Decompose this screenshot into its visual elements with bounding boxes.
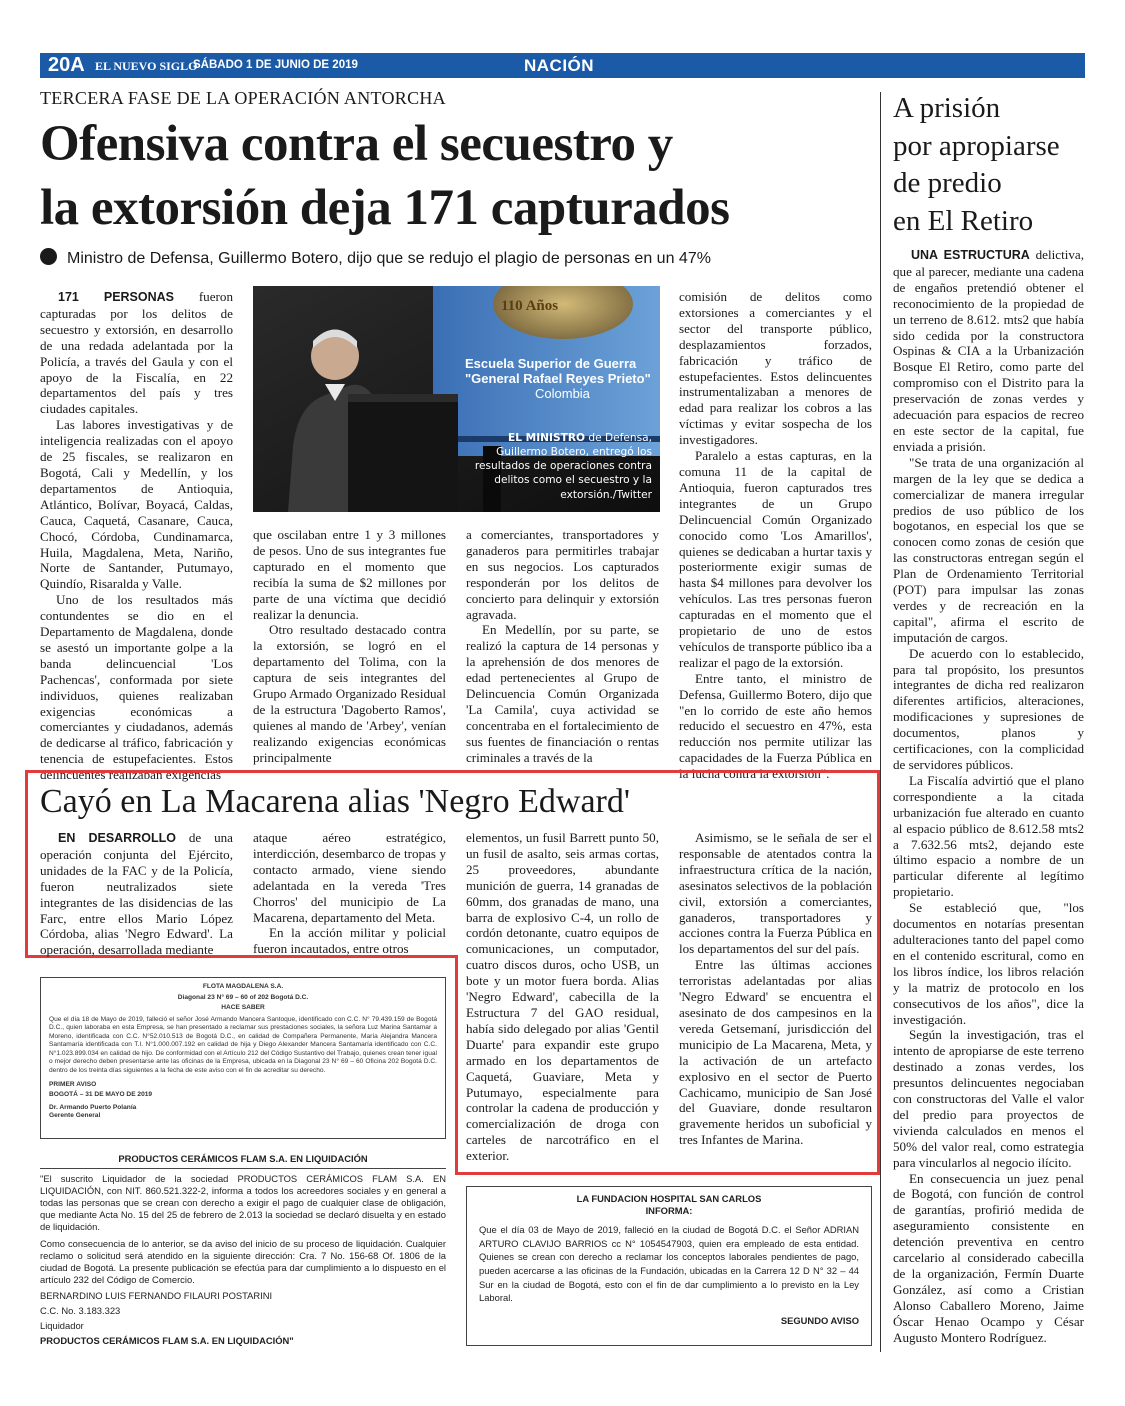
notice-date: BOGOTÁ – 31 DE MAYO DE 2019	[49, 1091, 153, 1099]
notice-role: Gerente General	[49, 1111, 101, 1119]
paragraph: a comerciantes, transportadores y ganaderos para permitirles trabajar en sus negocios. Los capturados responderán por los delitos de concierto para delinquir y extorsión agravada.	[466, 527, 659, 622]
newspaper-name: EL NUEVO SIGLO	[95, 59, 198, 73]
paragraph: que oscilaban entre 1 y 3 millones de pesos. Uno de sus integrantes fue capturado en el momento que recibía la suma de $2 millones por parte de una víctima que decidió realizar la denuncia.	[253, 527, 446, 622]
second-story-headline: Cayó en La Macarena alias 'Negro Edward'	[40, 783, 630, 820]
second-story-column-3	[466, 830, 659, 1164]
photo-banner-text	[465, 356, 660, 401]
kicker: TERCERA FASE DE LA OPERACIÓN ANTORCHA	[40, 88, 446, 108]
lead-in: EN DESARROLLO	[58, 831, 176, 845]
notice-role: Liquidador	[40, 1320, 84, 1332]
paragraph: Entre las últimas acciones terroristas adelantadas por alias 'Negro Edward' se encuentra el asesinato de dos campesinos en la vereda Getsemaní, jurisdicción del municipio de La Macarena, Meta, y la activación de un artefacto explosivo en el sector de Puerto Cachicamo, municipio de San José del Guaviare, donde resultaron gravemente heridos un suboficial y tres Infantes de Marina.	[679, 957, 872, 1148]
bullet-icon	[40, 248, 57, 265]
paragraph: elementos, un fusil Barrett punto 50, un fusil de asalto, seis armas cortas, 25 proveedores, abundante munición de guerra, 14 granadas de 60mm, dos granadas de mano, una barra de explosivo C-4, un rollo de cordón detonante, cuatro equipos de comunicaciones, un computador, cuatro discos duros, ocho USB, un bote y un motor fuera borda. Alias 'Negro Edward', cabecilla de la Estructura 7 del GAO residual, había sido delegado por alias 'Gentil Duarte' para expandir este grupo armado en los departamentos de Caquetá, Guaviare, Meta y Putumayo, especialmente para controlar la cadena de producción y comercialización de droga con carteles de narcotráfico en el exterior.	[466, 830, 659, 1164]
legal-notice-flam	[40, 1153, 446, 1347]
paragraph: ataque aéreo estratégico, interdicción, desembarco de tropas y contacto armado, viene siendo adelantada en la vereda 'Tres Chorros' del municipio de La Macarena, departamento del Meta.	[253, 830, 446, 925]
notice-title: PRODUCTOS CERÁMICOS FLAM S.A. EN LIQUIDACIÓN	[40, 1153, 446, 1169]
lead-in: UNA ESTRUCTURA	[911, 248, 1030, 262]
notice-signer: Dr. Armando Puerto Polanía	[49, 1103, 137, 1111]
paragraph: "Se trata de una organización al margen de la ley que se dedica a comercializar de manera irregular predios de uso público de los bogotanos, en especial los que se conocen como zonas de cesión que las constructoras entregan según el Plan de Ordenamiento Territorial (POT) para impulsar las zonas verdes y de recreación en la capital", afirma el escrito de imputación de cargos.	[893, 454, 1084, 645]
paragraph-text: delictiva, que al parecer, mediante una cadena de engaños pretendió obtener el reconocimiento de la propiedad de un terreno de 8.612. mts2 que había sido cedida por la constructora Ospinas & CIA a la Urbanización Bosque El Retiro, como parte del compromiso con el Distrito para la preservación de zonas verdes y adecuación para espacios de recreo en este sector de la capital, fue enviada a prisión.	[893, 247, 1084, 454]
article-photo	[253, 286, 660, 512]
sidebar-headline-line: por apropiarse	[893, 129, 1060, 162]
subheadline-text: Ministro de Defensa, Guillermo Botero, dijo que se redujo el plagio de personas en un 47%	[67, 250, 711, 267]
paragraph-text: fueron capturadas por los delitos de secuestro y extorsión, en desarrollo de una redada adelantada por la Policía, a través del Gaula y con el apoyo de la Fiscalía, en 22 departamentos del país y tres ciudades capitales.	[40, 289, 233, 417]
paragraph: Uno de los resultados más contundentes se dio en el Departamento de Magdalena, donde se asestó un importante golpe a la banda delincuencial 'Los Pachencas', conformada por siete individuos, quienes realizaban exigencias económicas a comerciantes y ciudadanos, además de dedicarse al tráfico, fabricación y tenencia de estupefacientes. Estos delincuentes realizaban exigencias	[40, 592, 233, 783]
legal-notice-flota-magdalena	[40, 977, 446, 1139]
notice-aviso: PRIMER AVISO	[49, 1080, 97, 1088]
paragraph: La Fiscalía advirtió que el plano correspondiente a la citada urbanización fue alterado en cuanto al espacio público de 8.612.58 mts2 a 7.632.56 mts2, dejando este último espacio a nombre de un particular diferente al legítimo propietario.	[893, 772, 1084, 900]
paragraph: Paralelo a estas capturas, en la comuna 11 de la capital de Antioquia, fueron capturados tres integrantes de un Grupo Delincuencial Común Organizado conocido como 'Los Amarillos', quienes se dedicaban a hurtar taxis y posteriormente exigir sumas de hasta $4 millones para devolver los vehículos. Las tres personas fueron capturadas en el momento que el propietario de uno de estos vehículos de transporte público iba a realizar el pago de la extorsión.	[679, 448, 872, 670]
article-column-4	[679, 289, 872, 782]
paragraph: comisión de delitos como extorsiones a comerciantes y el sector del transporte público, desplazamientos forzados, fabricación y tráfico de estupefacientes. Estos delincuentes instrumentalizaban a menores de edad para realizar los cobros a las víctimas y evitar sospecha de los investigadores.	[679, 289, 872, 448]
lead-in: 171 PERSONAS	[58, 290, 175, 304]
notice-paragraph: "El suscrito Liquidador de la sociedad PRODUCTOS CERÁMICOS FLAM S.A. EN LIQUIDACIÓN, con NIT. 860.521.322-2, informa a todos los acreedores sociales y en general a todas las personas que se crean con derecho a exigir el pago de cualquier clase de obligación, que mediante Acta No. 15 del 25 de febrero de 2.013 la sociedad se declaró disuelta y en estado de liquidación.	[40, 1173, 446, 1233]
notice-id: C.C. No. 3.183.323	[40, 1305, 121, 1317]
notice-signer: BERNARDINO LUIS FERNANDO FILAURI POSTARINI	[40, 1289, 273, 1301]
sidebar-article	[893, 247, 1084, 1346]
paragraph-text: de una operación conjunta del Ejército, unidades de la FAC y de la Policía, fueron neutralizados siete integrantes de las disidencias de las Farc, entre ellos Mario López Córdoba, alias 'Negro Edward'. La operación, desarrollada mediante	[40, 830, 233, 958]
notice-title: LA FUNDACION HOSPITAL SAN CARLOS	[576, 1193, 762, 1204]
notice-heading: HACE SABER	[221, 1004, 265, 1011]
issue-date: SÁBADO 1 DE JUNIO DE 2019	[193, 59, 358, 71]
sidebar-headline-line: A prisión	[893, 92, 1001, 124]
article-column-2	[253, 527, 446, 766]
second-story-column-2	[253, 830, 446, 957]
sidebar-headline-line: en El Retiro	[893, 204, 1034, 237]
paragraph: En la acción militar y policial fueron incautados, entre otros	[253, 925, 446, 957]
notice-subtitle: INFORMA:	[645, 1205, 693, 1217]
paragraph	[40, 830, 233, 958]
paragraph: Las labores investigativas y de inteligencia realizadas con el apoyo de 25 fiscales, se realizaron en Bogotá, Cali y Medellín, y los departamentos de Antioquia, Atlántico, Bolívar, Boyacá, Caldas, Cauca, Caquetá, Casanare, Cauca, Chocó, Córdoba, Cundinamarca, Huila, Magdalena, Meta, Nariño, Norte de Santander, Putumayo, Quindío, Risaralda y Valle.	[40, 417, 233, 592]
paragraph: Otro resultado destacado contra la extorsión, se logró en el departamento del Tolima, con la captura de seis integrantes del Grupo Armado Organizado Residual de la estructura 'Dagoberto Ramos', quienes al mando de 'Arbey', venían realizando exigencias económicas principalmente	[253, 622, 446, 765]
second-story-column-4	[679, 830, 872, 1148]
headline-line-1: Ofensiva contra el secuestro y	[40, 116, 673, 172]
notice-body: Que el día 03 de Mayo de 2019, falleció en la ciudad de Bogotá D.C. el Señor ADRIAN ARTURO CLAVIJO BARRIOS cc N° 1054547903, quien era empleado de esta entidad. Quienes se crean con derecho a reclamar los conceptos laborales pendientes de pago, pueden acercarse a las oficinas de la Fundación, ubicadas en la Carrera 12 D N° 32 – 44 Sur en la ciudad de Bogotá, esto con el fin de dar cumplimiento a lo previsto en la Ley Laboral.	[479, 1224, 859, 1304]
headline-line-2: la extorsión deja 171 capturados	[40, 180, 730, 236]
photo-banner-line: Colombia	[535, 386, 590, 401]
subheadline	[40, 248, 870, 268]
sidebar-divider	[880, 92, 881, 1352]
notice-aviso: SEGUNDO AVISO	[780, 1314, 859, 1326]
paragraph	[40, 289, 233, 417]
photo-banner-line: "General Rafael Reyes Prieto"	[465, 371, 651, 386]
caption-text: de Defensa, Guillermo Botero, entregó los resultados de operaciones contra delitos como el secuestro y la extorsión./Twitter	[474, 431, 652, 501]
paragraph	[893, 247, 1084, 455]
paragraph: En Medellín, por su parte, se realizó la captura de 14 personas y la aprehensión de dos menores de edad pertenecientes al Grupo de Delincuencia Común Organizada 'La Camila', cuya actividad se concentraba en el fortalecimiento de sus fuentes de financiación o rentas criminales a través de la	[466, 622, 659, 765]
photo-banner-line: Escuela Superior de Guerra	[465, 356, 637, 371]
paragraph: En consecuencia un juez penal de Bogotá, con función de control de garantías, profirió medida de aseguramiento consistente en detención preventiva en centro carcelario al considerado cabecilla de la organización, Fermín Duarte González, así como a Cristian Alonso Caballero Moreno, Jaime Óscar Henao Ocampo y César Augusto Montero Rodríguez.	[893, 1170, 1084, 1345]
article-column-1	[40, 289, 233, 783]
legal-notice-hospital	[466, 1186, 872, 1346]
second-story-column-1	[40, 830, 233, 958]
paragraph: Según la investigación, tras el intento de apropiarse de este terreno destinado a zonas verdes, los presuntos delincuentes negociaban con constructoras del Valle el valor del predio para proyectos de vivienda calculados en menos el 50% del valor real, como estrategia para vincularlos al negocio ilícito.	[893, 1027, 1084, 1170]
photo-banner-top: 110 Años	[501, 298, 559, 314]
notice-body: Que el día 18 de Mayo de 2019, falleció el señor José Armando Mancera Santoque, identificado con C.C. N° 79.439.159 de Bogotá D.C., quien laboraba en esta Empresa, se han presentado a reclamar sus prestaciones sociales, la señora Luz Marina Santamar a Moreno, identificada con C.C. N°52.010.513 de Bogotá D.C., en calidad de Compañera Permanente, María Alejandra Mancera Santamaría identificada con T.I. N°1.000.007.192 en calidad de hija y Diego Alexander Mancera Santamaría identificado con C.C. N°1.023.899.034 en calidad de hijo. De conformidad con el Artículo 212 del Código Sustantivo del Trabajo, quienes crean tener igual o mejor derecho deben presentarse ante las oficinas de la Empresa, ubicada en la Diagonal 23 N° 69 – 60 Oficina 202 Bogotá D.C. dentro de los treinta días siguientes a la fecha de este aviso con el fin de acreditar su derecho.	[49, 1015, 437, 1075]
section-bar	[40, 53, 1085, 78]
sidebar-headline-line: de predio	[893, 167, 1002, 199]
notice-name: FLOTA MAGDALENA S.A.	[202, 983, 284, 990]
headline	[40, 112, 870, 240]
paragraph: Asimismo, se le señala de ser el responsable de atentados contra la infraestructura crítica de la nación, asesinatos selectivos de la población civil, extorsión a comerciantes, ganaderos, transportadores y acciones contra la Fuerza Pública en los departamentos del sur del país.	[679, 830, 872, 957]
paragraph: De acuerdo con lo establecido, para tal propósito, los presuntos integrantes de dicha red realizaron diferentes artificios, alteraciones, modificaciones y supresiones de documentos, planos y certificaciones, con la complicidad de servidores públicos.	[893, 645, 1084, 772]
notice-company: PRODUCTOS CERÁMICOS FLAM S.A. EN LIQUIDACIÓN"	[40, 1335, 294, 1347]
section-name: NACIÓN	[524, 56, 595, 75]
article-column-3	[466, 527, 659, 766]
page-number: 20A	[48, 54, 85, 76]
photo-caption	[467, 431, 652, 502]
caption-lead: EL MINISTRO	[508, 431, 585, 444]
notice-address: Diagonal 23 N° 69 – 60 of 202 Bogotá D.C.	[177, 993, 309, 1001]
paragraph: Se estableció que, "los documentos en notarías presentan adulteraciones tanto del papel como en el contenido escritural, como en los libros índice, los libros relación y la matriz de protocolo en los consecutivos de los años", dice la investigación.	[893, 900, 1084, 1027]
notice-paragraph: Como consecuencia de lo anterior, se da aviso del inicio de su proceso de liquidación. Cualquier reclamo o solicitud será atendido en la siguiente dirección: Cra. 7 No. 156-68 Of. 1806 de la ciudad de Bogotá. La presente publicación se efectúa para dar cumplimiento a lo dispuesto en el artículo 232 del Código de Comercio.	[40, 1237, 446, 1285]
paragraph: Entre tanto, el ministro de Defensa, Guillermo Botero, dijo que "en lo corrido de este año hemos reducido el secuestro en 47%, esta reducción nos permite utilizar las capacidades de la Fuerza Pública en la lucha contra la extorsión".	[679, 670, 872, 782]
sidebar-headline	[893, 90, 1083, 240]
